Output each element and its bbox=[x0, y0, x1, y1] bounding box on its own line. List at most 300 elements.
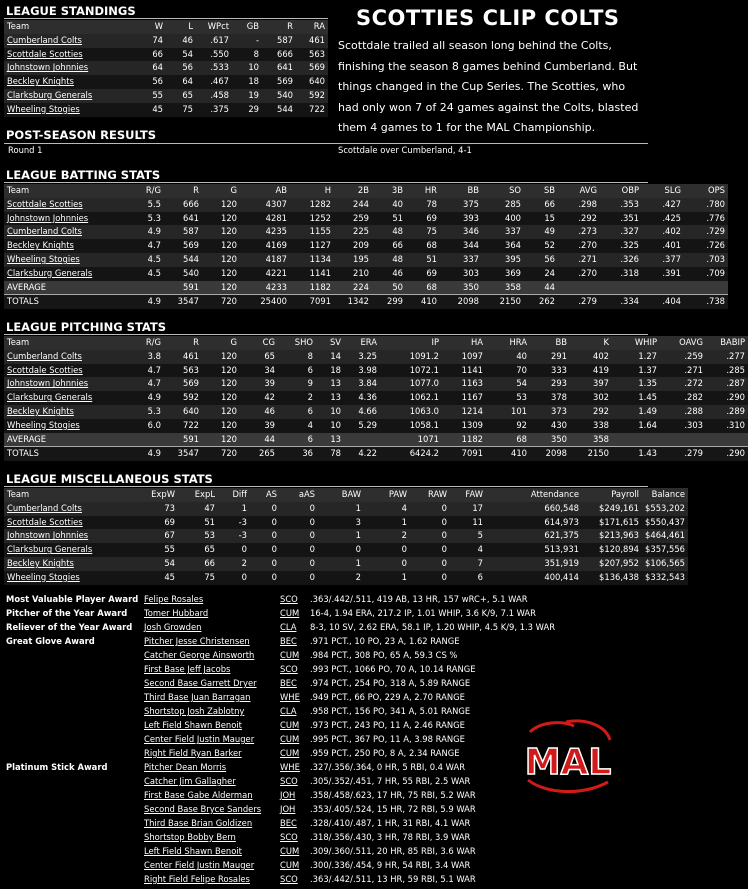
stat-cell: 358 bbox=[482, 281, 524, 295]
stat-cell: 6 bbox=[450, 571, 486, 585]
stat-cell: 5.29 bbox=[344, 419, 380, 433]
table-row bbox=[4, 350, 748, 364]
stat-cell: 569 bbox=[164, 239, 202, 253]
stat-cell: 1163 bbox=[442, 377, 486, 391]
team-cell[interactable] bbox=[4, 543, 130, 557]
stat-cell: 461 bbox=[296, 34, 328, 48]
stat-cell: 4.36 bbox=[344, 391, 380, 405]
stat-cell: 195 bbox=[334, 253, 372, 267]
team-cell[interactable] bbox=[4, 391, 126, 405]
award-team[interactable]: BEC bbox=[280, 678, 297, 688]
stat-cell: 1072.1 bbox=[380, 364, 442, 378]
stat-cell: 4.7 bbox=[126, 364, 164, 378]
stat-cell: 51 bbox=[178, 516, 218, 530]
stat-cell: .327 bbox=[600, 225, 642, 239]
stat-cell: 373 bbox=[530, 405, 570, 419]
stat-cell bbox=[344, 433, 380, 447]
team-link[interactable]: Wheeling Stogies bbox=[7, 419, 80, 430]
award-player-link[interactable]: Right Field Felipe Rosales bbox=[144, 874, 250, 884]
postseason-round: Round 1 bbox=[8, 145, 43, 155]
stat-cell: 587 bbox=[262, 34, 296, 48]
award-stat: .328/.410/.487, 1 HR, 31 RBI, 4.1 WAR bbox=[310, 818, 471, 828]
row-label: TOTALS bbox=[4, 447, 126, 461]
team-link[interactable]: Clarksburg Generals bbox=[7, 89, 93, 100]
award-player-link[interactable]: Second Base Bryce Sanders bbox=[144, 804, 262, 814]
stat-cell: 410 bbox=[406, 295, 440, 309]
award-player-link[interactable]: Shortstop Bobby Bern bbox=[144, 832, 236, 842]
stat-cell: 54 bbox=[486, 377, 530, 391]
header-row bbox=[4, 336, 748, 350]
team-link[interactable]: Johnstown Johnnies bbox=[7, 378, 89, 389]
stat-cell: 262 bbox=[524, 295, 558, 309]
stat-cell: 120 bbox=[202, 267, 240, 281]
stat-cell: 4.5 bbox=[126, 253, 164, 267]
team-link[interactable]: Scottdale Scotties bbox=[7, 48, 83, 59]
award-player-link[interactable]: Left Field Shawn Benoit bbox=[144, 846, 242, 856]
stat-cell: .287 bbox=[706, 377, 748, 391]
stat-cell: 587 bbox=[164, 225, 202, 239]
table-row bbox=[4, 364, 748, 378]
column-header: G bbox=[202, 184, 240, 198]
stat-cell: .351 bbox=[600, 212, 642, 226]
stat-cell: .401 bbox=[642, 239, 684, 253]
stat-cell: $136,438 bbox=[582, 571, 642, 585]
stat-cell: .726 bbox=[684, 239, 728, 253]
award-stat: .993 PCT., 1066 PO, 70 A, 10.14 RANGE bbox=[310, 664, 476, 674]
stat-cell: 66 bbox=[178, 557, 218, 571]
award-team[interactable]: CUM bbox=[280, 650, 300, 660]
standings-table bbox=[4, 20, 328, 117]
award-player-link[interactable]: Felipe Rosales bbox=[144, 594, 204, 604]
stat-cell: 7091 bbox=[290, 295, 334, 309]
stat-cell: 461 bbox=[164, 350, 202, 364]
stat-cell: .325 bbox=[600, 239, 642, 253]
misc-table bbox=[4, 488, 688, 585]
stat-cell: 0 bbox=[280, 529, 318, 543]
team-link[interactable]: Clarksburg Generals bbox=[7, 544, 93, 555]
team-link[interactable]: Wheeling Stogies bbox=[7, 571, 80, 582]
team-cell[interactable] bbox=[4, 103, 136, 117]
column-header: SB bbox=[524, 184, 558, 198]
column-header: SHO bbox=[278, 336, 316, 350]
stat-cell: 513,931 bbox=[486, 543, 582, 557]
table-row bbox=[4, 225, 728, 239]
team-cell[interactable] bbox=[4, 75, 136, 89]
award-team[interactable]: CUM bbox=[280, 608, 300, 618]
stat-cell: 0 bbox=[410, 516, 450, 530]
team-link[interactable]: Johnstown Johnnies bbox=[7, 62, 89, 73]
stat-cell: $553,202 bbox=[642, 502, 688, 516]
stat-cell: .288 bbox=[660, 405, 706, 419]
stat-cell: 0 bbox=[410, 543, 450, 557]
award-team[interactable]: CUM bbox=[280, 846, 300, 856]
stat-cell bbox=[684, 281, 728, 295]
stat-cell: 0 bbox=[280, 516, 318, 530]
stat-cell: $213,963 bbox=[582, 529, 642, 543]
stat-cell: 75 bbox=[166, 103, 196, 117]
stat-cell: 0 bbox=[250, 516, 280, 530]
stat-cell: 73 bbox=[130, 502, 178, 516]
stat-cell: 302 bbox=[570, 391, 612, 405]
team-link[interactable]: Beckley Knights bbox=[7, 405, 74, 416]
table-row bbox=[4, 391, 748, 405]
stat-cell: 0 bbox=[218, 543, 250, 557]
stat-cell: 42 bbox=[240, 391, 278, 405]
award-stat: 16-4, 1.94 ERA, 217.2 IP, 1.01 WHIP, 3.6 K/9, 7.1 WAR bbox=[310, 608, 536, 618]
column-header: RA bbox=[296, 20, 328, 34]
award-team[interactable]: JOH bbox=[280, 804, 296, 814]
stat-cell: .729 bbox=[684, 225, 728, 239]
stat-cell: 13 bbox=[316, 391, 344, 405]
award-name: Pitcher of the Year Award bbox=[6, 608, 128, 618]
stat-cell: 0 bbox=[218, 571, 250, 585]
stat-cell: 640 bbox=[164, 405, 202, 419]
team-cell[interactable] bbox=[4, 350, 126, 364]
stat-cell: 1.35 bbox=[612, 377, 660, 391]
stat-cell: 666 bbox=[262, 48, 296, 62]
award-team[interactable]: WHE bbox=[280, 692, 300, 702]
award-stat: .949 PCT., 66 PO, 229 A, 2.70 RANGE bbox=[310, 692, 465, 702]
stat-cell: 1141 bbox=[290, 267, 334, 281]
team-cell[interactable] bbox=[4, 198, 126, 212]
stat-cell: 65 bbox=[240, 350, 278, 364]
stat-cell: 346 bbox=[440, 225, 482, 239]
column-header: GB bbox=[232, 20, 262, 34]
team-cell[interactable] bbox=[4, 529, 130, 543]
team-link[interactable]: Wheeling Stogies bbox=[7, 103, 80, 114]
stat-cell: 244 bbox=[334, 198, 372, 212]
stat-cell: .425 bbox=[642, 212, 684, 226]
column-header: HR bbox=[406, 184, 440, 198]
award-player-link[interactable]: Catcher George Ainsworth bbox=[144, 650, 255, 660]
stat-cell: 2 bbox=[218, 557, 250, 571]
stat-cell: 641 bbox=[262, 61, 296, 75]
team-link[interactable]: Cumberland Colts bbox=[7, 502, 82, 513]
stat-cell: 120 bbox=[202, 198, 240, 212]
award-stat: .305/.352/.451, 7 HR, 55 RBI, 2.5 WAR bbox=[310, 776, 471, 786]
team-cell[interactable] bbox=[4, 61, 136, 75]
stat-cell: 1214 bbox=[442, 405, 486, 419]
team-link[interactable]: Beckley Knights bbox=[7, 76, 74, 87]
stat-cell: 410 bbox=[486, 447, 530, 461]
award-player-link[interactable]: Left Field Shawn Benoit bbox=[144, 720, 242, 730]
team-cell[interactable] bbox=[4, 502, 130, 516]
award-team[interactable]: SCO bbox=[280, 776, 298, 786]
stat-cell: 722 bbox=[296, 103, 328, 117]
stat-cell: 56 bbox=[524, 253, 558, 267]
stat-cell bbox=[600, 281, 642, 295]
stat-cell: 39 bbox=[240, 419, 278, 433]
stat-cell: $464,461 bbox=[642, 529, 688, 543]
stat-cell: 720 bbox=[202, 295, 240, 309]
stat-cell: 46 bbox=[166, 34, 196, 48]
stat-cell: 393 bbox=[440, 212, 482, 226]
award-player-link[interactable]: First Base Gabe Alderman bbox=[144, 790, 253, 800]
team-cell[interactable] bbox=[4, 212, 126, 226]
stat-cell: $120,894 bbox=[582, 543, 642, 557]
stat-cell: .334 bbox=[600, 295, 642, 309]
team-link[interactable]: Scottdale Scotties bbox=[7, 364, 83, 375]
team-cell[interactable] bbox=[4, 419, 126, 433]
stat-cell: 48 bbox=[372, 253, 406, 267]
divider bbox=[4, 334, 648, 335]
stat-cell: .290 bbox=[706, 391, 748, 405]
table-row bbox=[4, 61, 328, 75]
stat-cell: 0 bbox=[250, 571, 280, 585]
team-link[interactable]: Cumberland Colts bbox=[7, 226, 82, 237]
award-player-link[interactable]: Josh Growden bbox=[144, 622, 202, 632]
award-team[interactable]: SCO bbox=[280, 832, 298, 842]
award-team[interactable]: CLA bbox=[280, 622, 297, 632]
stat-cell: 4281 bbox=[240, 212, 290, 226]
stat-cell: 614,973 bbox=[486, 516, 582, 530]
stat-cell: $249,161 bbox=[582, 502, 642, 516]
team-link[interactable]: Clarksburg Generals bbox=[7, 392, 93, 403]
stat-cell: 1 bbox=[318, 502, 364, 516]
stat-cell: 358 bbox=[570, 433, 612, 447]
stat-cell: .458 bbox=[196, 89, 232, 103]
stat-cell: 48 bbox=[372, 225, 406, 239]
award-team[interactable]: SCO bbox=[280, 664, 298, 674]
stat-cell: 1.49 bbox=[612, 405, 660, 419]
award-team[interactable]: CLA bbox=[280, 706, 297, 716]
stat-cell: 1342 bbox=[334, 295, 372, 309]
team-link[interactable]: Wheeling Stogies bbox=[7, 253, 80, 264]
stat-cell bbox=[706, 433, 748, 447]
stat-cell: 369 bbox=[482, 267, 524, 281]
stat-cell: 337 bbox=[440, 253, 482, 267]
stat-cell: 666 bbox=[164, 198, 202, 212]
team-cell[interactable] bbox=[4, 377, 126, 391]
batting-table bbox=[4, 184, 728, 309]
stat-cell: 5.3 bbox=[126, 405, 164, 419]
team-cell[interactable] bbox=[4, 253, 126, 267]
stat-cell: .776 bbox=[684, 212, 728, 226]
stat-cell: .285 bbox=[706, 364, 748, 378]
stat-cell: 46 bbox=[240, 405, 278, 419]
column-header: Diff bbox=[218, 488, 250, 502]
stat-cell: 0 bbox=[250, 502, 280, 516]
stat-cell: 53 bbox=[178, 529, 218, 543]
stat-cell: .377 bbox=[642, 253, 684, 267]
award-team[interactable]: CUM bbox=[280, 720, 300, 730]
stat-cell: 1077.0 bbox=[380, 377, 442, 391]
stat-cell: 4.66 bbox=[344, 405, 380, 419]
stat-cell: 1091.2 bbox=[380, 350, 442, 364]
award-team[interactable]: CUM bbox=[280, 734, 300, 744]
stat-cell: 55 bbox=[130, 543, 178, 557]
stat-cell: .402 bbox=[642, 225, 684, 239]
stat-cell: 120 bbox=[202, 212, 240, 226]
team-link[interactable]: Cumberland Colts bbox=[7, 350, 82, 361]
stat-cell: .404 bbox=[642, 295, 684, 309]
award-player-link[interactable]: Catcher Jim Gallagher bbox=[144, 776, 236, 786]
stat-cell: .279 bbox=[660, 447, 706, 461]
table-row bbox=[4, 34, 328, 48]
team-cell[interactable] bbox=[4, 48, 136, 62]
column-header: RAW bbox=[410, 488, 450, 502]
column-header: IP bbox=[380, 336, 442, 350]
stat-cell: .298 bbox=[558, 198, 600, 212]
award-player-link[interactable]: Third Base Brian Goldizen bbox=[144, 818, 253, 828]
award-player-link[interactable]: Right Field Ryan Barker bbox=[144, 748, 242, 758]
award-team[interactable]: SCO bbox=[280, 874, 298, 884]
team-cell[interactable] bbox=[4, 267, 126, 281]
team-cell[interactable] bbox=[4, 571, 130, 585]
stat-cell: 10 bbox=[316, 405, 344, 419]
award-team[interactable]: CUM bbox=[280, 748, 300, 758]
stat-cell: 1 bbox=[318, 529, 364, 543]
award-player-link[interactable]: Center Field Justin Mauger bbox=[144, 860, 255, 870]
average-row bbox=[4, 281, 728, 295]
table-row bbox=[4, 239, 728, 253]
stat-cell: 4 bbox=[364, 502, 410, 516]
stat-cell: 13 bbox=[316, 433, 344, 447]
stat-cell: .270 bbox=[558, 239, 600, 253]
team-cell[interactable] bbox=[4, 516, 130, 530]
award-team[interactable]: CUM bbox=[280, 860, 300, 870]
stat-cell: 1.27 bbox=[612, 350, 660, 364]
column-header: Team bbox=[4, 488, 130, 502]
stat-cell: 3 bbox=[318, 516, 364, 530]
award-stat: .327/.356/.364, 0 HR, 5 RBI, 0.4 WAR bbox=[310, 762, 466, 772]
stat-cell: .326 bbox=[600, 253, 642, 267]
stat-cell: 25400 bbox=[240, 295, 290, 309]
award-team[interactable]: SCO bbox=[280, 594, 298, 604]
stat-cell: 0 bbox=[280, 571, 318, 585]
stat-cell: 17 bbox=[450, 502, 486, 516]
award-player-link[interactable]: Pitcher Dean Morris bbox=[144, 762, 227, 772]
team-link[interactable]: Beckley Knights bbox=[7, 557, 74, 568]
stat-cell: 1.45 bbox=[612, 391, 660, 405]
stat-cell: 209 bbox=[334, 239, 372, 253]
stat-cell: 333 bbox=[530, 364, 570, 378]
stat-cell: 569 bbox=[164, 377, 202, 391]
team-cell[interactable] bbox=[4, 239, 126, 253]
stat-cell: 4.7 bbox=[126, 239, 164, 253]
team-cell[interactable] bbox=[4, 364, 126, 378]
stat-cell: 4.22 bbox=[344, 447, 380, 461]
team-cell[interactable] bbox=[4, 34, 136, 48]
column-header: Team bbox=[4, 184, 126, 198]
table-row bbox=[4, 253, 728, 267]
team-cell[interactable] bbox=[4, 405, 126, 419]
stat-cell: 24 bbox=[524, 267, 558, 281]
award-player-link[interactable]: First Base Jeff Jacobs bbox=[144, 664, 231, 674]
stat-cell: $106,565 bbox=[642, 557, 688, 571]
stat-cell: 120 bbox=[202, 405, 240, 419]
stat-cell: 4.9 bbox=[126, 447, 164, 461]
stat-cell: 225 bbox=[334, 225, 372, 239]
award-player-link[interactable]: Tomer Hubbard bbox=[144, 608, 209, 618]
stat-cell: .282 bbox=[660, 391, 706, 405]
story-headline: SCOTTIES CLIP COLTS bbox=[356, 6, 620, 30]
stat-cell: .375 bbox=[196, 103, 232, 117]
stat-cell: 378 bbox=[530, 391, 570, 405]
stat-cell: 64 bbox=[166, 75, 196, 89]
stat-cell: 2150 bbox=[482, 295, 524, 309]
stat-cell: 292 bbox=[570, 405, 612, 419]
stat-cell: 120 bbox=[202, 239, 240, 253]
team-cell[interactable] bbox=[4, 557, 130, 571]
stat-cell: 350 bbox=[440, 281, 482, 295]
table-row bbox=[4, 48, 328, 62]
stat-cell: 2098 bbox=[530, 447, 570, 461]
stat-cell bbox=[126, 281, 164, 295]
award-team[interactable]: BEC bbox=[280, 636, 297, 646]
stat-cell: 6 bbox=[278, 433, 316, 447]
stat-cell: 4.9 bbox=[126, 295, 164, 309]
column-header: L bbox=[166, 20, 196, 34]
stat-cell: .259 bbox=[660, 350, 706, 364]
team-cell[interactable] bbox=[4, 89, 136, 103]
stat-cell: .427 bbox=[642, 198, 684, 212]
team-cell[interactable] bbox=[4, 225, 126, 239]
stat-cell: 6 bbox=[278, 405, 316, 419]
batting-title: LEAGUE BATTING STATS bbox=[6, 168, 161, 182]
team-link[interactable]: Scottdale Scotties bbox=[7, 198, 83, 209]
team-link[interactable]: Scottdale Scotties bbox=[7, 516, 83, 527]
team-link[interactable]: Johnstown Johnnies bbox=[7, 212, 89, 223]
award-player-link[interactable]: Center Field Justin Mauger bbox=[144, 734, 255, 744]
table-row bbox=[4, 198, 728, 212]
column-header: G bbox=[202, 336, 240, 350]
award-stat: .971 PCT., 10 PO, 23 A, 1.62 RANGE bbox=[310, 636, 460, 646]
award-team[interactable]: WHE bbox=[280, 762, 300, 772]
stat-cell: 1 bbox=[318, 557, 364, 571]
stat-cell: .310 bbox=[706, 419, 748, 433]
award-team[interactable]: BEC bbox=[280, 818, 297, 828]
stat-cell: 69 bbox=[406, 212, 440, 226]
award-team[interactable]: JOH bbox=[280, 790, 296, 800]
award-player-link[interactable]: Pitcher Jesse Christensen bbox=[144, 636, 250, 646]
stat-cell: 338 bbox=[570, 419, 612, 433]
award-stat: .974 PCT., 254 PO, 318 A, 5.89 RANGE bbox=[310, 678, 471, 688]
stat-cell: 544 bbox=[164, 253, 202, 267]
stat-cell: 1182 bbox=[442, 433, 486, 447]
stat-cell: 92 bbox=[486, 419, 530, 433]
stat-cell: 65 bbox=[166, 89, 196, 103]
stat-cell: 66 bbox=[372, 239, 406, 253]
team-link[interactable]: Beckley Knights bbox=[7, 240, 74, 251]
stat-cell: 49 bbox=[524, 225, 558, 239]
stat-cell: 1.43 bbox=[612, 447, 660, 461]
stat-cell: 563 bbox=[296, 48, 328, 62]
award-player-link[interactable]: Second Base Garrett Dryer bbox=[144, 678, 257, 688]
stat-cell: 0 bbox=[410, 502, 450, 516]
stat-cell: 13 bbox=[316, 377, 344, 391]
column-header: PAW bbox=[364, 488, 410, 502]
team-link[interactable]: Cumberland Colts bbox=[7, 34, 82, 45]
stat-cell: 544 bbox=[262, 103, 296, 117]
table-row bbox=[4, 89, 328, 103]
award-player-link[interactable]: Shortstop Josh Zablotny bbox=[144, 706, 245, 716]
column-header: H bbox=[290, 184, 334, 198]
column-header: BB bbox=[530, 336, 570, 350]
column-header: OAVG bbox=[660, 336, 706, 350]
award-player-link[interactable]: Third Base Juan Barragan bbox=[144, 692, 251, 702]
stat-cell: 11 bbox=[450, 516, 486, 530]
team-link[interactable]: Johnstown Johnnies bbox=[7, 530, 89, 541]
standings-title: LEAGUE STANDINGS bbox=[6, 4, 136, 18]
stat-cell: .318 bbox=[600, 267, 642, 281]
team-link[interactable]: Clarksburg Generals bbox=[7, 267, 93, 278]
stat-cell: 291 bbox=[530, 350, 570, 364]
column-header: W bbox=[136, 20, 166, 34]
stat-cell: 641 bbox=[164, 212, 202, 226]
stat-cell: 46 bbox=[372, 267, 406, 281]
table-row bbox=[4, 502, 688, 516]
